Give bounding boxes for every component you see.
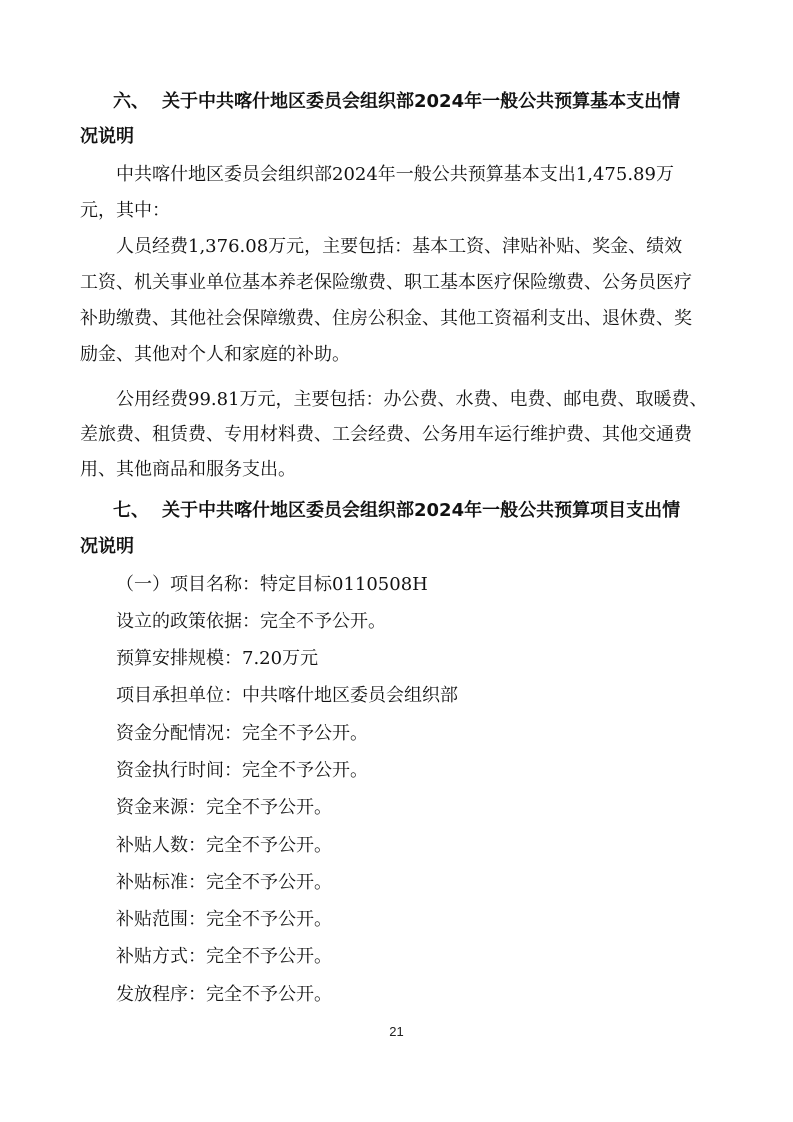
list-item: 预算安排规模：7.20万元 <box>116 648 319 669</box>
list-item: 补贴标准：完全不予公开。 <box>116 872 332 893</box>
section6-paragraph3-line1: 公用经费99.81万元，主要包括：办公费、水费、电费、邮电费、取暖费、 <box>116 389 708 410</box>
section7-title-line2: 况说明 <box>80 536 134 557</box>
list-item: 项目承担单位：中共喀什地区委员会组织部 <box>116 685 458 706</box>
list-item: 设立的政策依据：完全不予公开。 <box>116 611 386 632</box>
section7-title-line1: 关于中共喀什地区委员会组织部2024年一般公共预算项目支出情 <box>162 500 681 521</box>
section6-paragraph2-line3: 补助缴费、其他社会保障缴费、住房公积金、其他工资福利支出、退休费、奖 <box>80 308 692 329</box>
list-item: 补贴范围：完全不予公开。 <box>116 909 332 930</box>
section6-paragraph3-line3: 用、其他商品和服务支出。 <box>80 459 296 480</box>
list-item: 补贴方式：完全不予公开。 <box>116 946 332 967</box>
section6-paragraph1-line1: 中共喀什地区委员会组织部2024年一般公共预算基本支出1,475.89万 <box>116 164 674 185</box>
list-item: 资金执行时间：完全不予公开。 <box>116 760 368 781</box>
list-item: 资金来源：完全不予公开。 <box>116 797 332 818</box>
section6-number: 六、 <box>113 91 149 112</box>
list-item: 发放程序：完全不予公开。 <box>116 984 332 1005</box>
section6-paragraph3-line2: 差旅费、租赁费、专用材料费、工会经费、公务用车运行维护费、其他交通费 <box>80 424 692 445</box>
list-item: 补贴人数：完全不予公开。 <box>116 835 332 856</box>
section7-number: 七、 <box>113 500 149 521</box>
section6-paragraph2-line4: 励金、其他对个人和家庭的补助。 <box>80 344 350 365</box>
list-item: 资金分配情况：完全不予公开。 <box>116 723 368 744</box>
section6-paragraph2-line2: 工资、机关事业单位基本养老保险缴费、职工基本医疗保险缴费、公务员医疗 <box>80 272 692 293</box>
list-item: （一）项目名称：特定目标0110508H <box>116 574 428 595</box>
section6-title-line2: 况说明 <box>80 126 134 147</box>
section6-paragraph2-line1: 人员经费1,376.08万元，主要包括：基本工资、津贴补贴、奖金、绩效 <box>116 236 683 257</box>
section6-paragraph1-line2: 元，其中： <box>80 200 170 221</box>
section6-title-line1: 关于中共喀什地区委员会组织部2024年一般公共预算基本支出情 <box>162 91 681 112</box>
page-number: 21 <box>389 1024 404 1039</box>
